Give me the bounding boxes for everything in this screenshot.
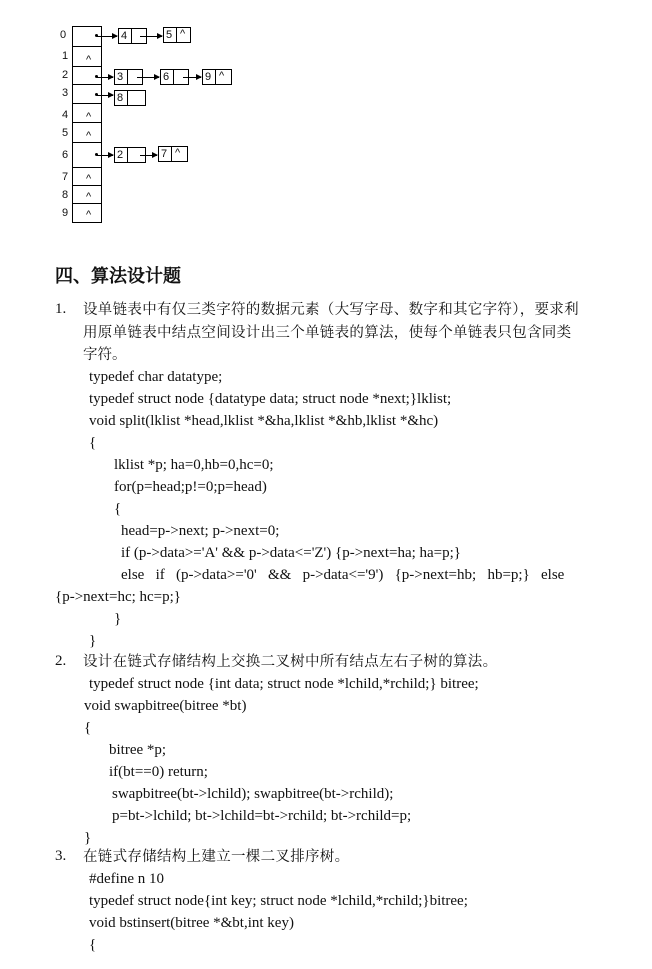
pointer-arrow — [97, 36, 117, 37]
code-line: { — [89, 937, 97, 953]
code-line: typedef char datatype; — [89, 369, 223, 385]
node-value: 8 — [115, 91, 128, 105]
index-label: 0 — [60, 29, 67, 41]
null-mark: ^ — [180, 28, 186, 40]
list-node — [202, 69, 232, 85]
code-line: #define n 10 — [89, 871, 164, 887]
code-line: void bstinsert(bitree *&bt,int key) — [89, 915, 294, 931]
question-text: 设单链表中有仅三类字符的数据元素（大写字母、数字和其它字符），要求利 — [83, 302, 579, 318]
code-line: head=p->next; p->next=0; — [121, 523, 280, 539]
list-node — [158, 146, 188, 162]
index-label: 4 — [62, 109, 69, 121]
null-mark: ^ — [219, 70, 225, 82]
code-line: { — [84, 720, 92, 736]
code-line: typedef struct node{int key; struct node *lchild,*rchild;}bitree; — [89, 893, 468, 909]
pointer-arrow — [97, 77, 113, 78]
pointer-arrow — [183, 77, 201, 78]
index-label: 2 — [62, 69, 69, 81]
code-line: {p->next=hc; hc=p;} — [55, 589, 181, 605]
code-line: bitree *p; — [109, 742, 167, 758]
pointer-arrow — [97, 95, 113, 96]
question-text: 用原单链表中结点空间设计出三个单链表的算法，使每个单链表只包含同类 — [83, 325, 572, 341]
node-value: 3 — [115, 70, 128, 84]
null-mark: ^ — [86, 111, 92, 123]
pointer-arrow — [137, 77, 159, 78]
node-value: 4 — [119, 29, 132, 43]
index-label: 9 — [62, 207, 69, 219]
index-label: 5 — [62, 127, 69, 139]
pointer-arrow — [97, 155, 113, 156]
pointer-arrow — [140, 36, 162, 37]
code-line: p=bt->lchild; bt->lchild=bt->rchild; bt->rchild=p; — [112, 808, 412, 824]
code-line: swapbitree(bt->lchild); swapbitree(bt->rchild); — [112, 786, 394, 802]
node-value: 9 — [203, 70, 216, 84]
index-label: 7 — [62, 171, 69, 183]
null-mark: ^ — [175, 147, 181, 159]
code-line: void split(lklist *head,lklist *&ha,lklist *&hb,lklist *&hc) — [89, 413, 439, 429]
list-node — [163, 27, 191, 43]
null-mark: ^ — [86, 209, 92, 221]
code-line: for(p=head;p!=0;p=head) — [114, 479, 267, 495]
code-line: void swapbitree(bitree *bt) — [84, 698, 247, 714]
code-line: } — [84, 830, 92, 846]
list-node — [114, 90, 146, 106]
code-line: lklist *p; ha=0,hb=0,hc=0; — [114, 457, 274, 473]
code-line: typedef struct node {int data; struct node *lchild,*rchild;} bitree; — [89, 676, 479, 692]
node-value: 5 — [164, 28, 177, 42]
code-line: if(bt==0) return; — [109, 764, 208, 780]
pointer-arrow — [140, 155, 157, 156]
question-number: 1. — [55, 301, 67, 317]
code-line: else if (p->data>='0' && p->data<='9') {p->next=hb; hb=p;} else — [121, 567, 565, 583]
question-number: 2. — [55, 653, 67, 669]
index-label: 3 — [62, 87, 69, 99]
index-label: 8 — [62, 189, 69, 201]
node-value: 6 — [161, 70, 174, 84]
code-line: { — [89, 435, 97, 451]
null-mark: ^ — [86, 130, 92, 142]
index-label: 1 — [62, 50, 69, 62]
null-mark: ^ — [86, 54, 92, 66]
question-text: 字符。 — [83, 347, 127, 363]
question-number: 3. — [55, 848, 67, 864]
null-mark: ^ — [86, 173, 92, 185]
code-line: if (p->data>='A' && p->data<='Z') {p->next=ha; ha=p;} — [121, 545, 462, 561]
code-line: { — [114, 501, 122, 517]
null-mark: ^ — [86, 191, 92, 203]
index-label: 6 — [62, 149, 69, 161]
code-line: } — [114, 611, 122, 627]
question-text: 设计在链式存储结构上交换二叉树中所有结点左右子树的算法。 — [83, 654, 498, 670]
question-text: 在链式存储结构上建立一棵二叉排序树。 — [83, 849, 350, 865]
node-value: 7 — [159, 147, 172, 161]
section-title: 四、算法设计题 — [55, 266, 181, 287]
code-line: } — [89, 633, 97, 649]
code-line: typedef struct node {datatype data; struct node *next;}lklist; — [89, 391, 452, 407]
node-value: 2 — [115, 148, 128, 162]
